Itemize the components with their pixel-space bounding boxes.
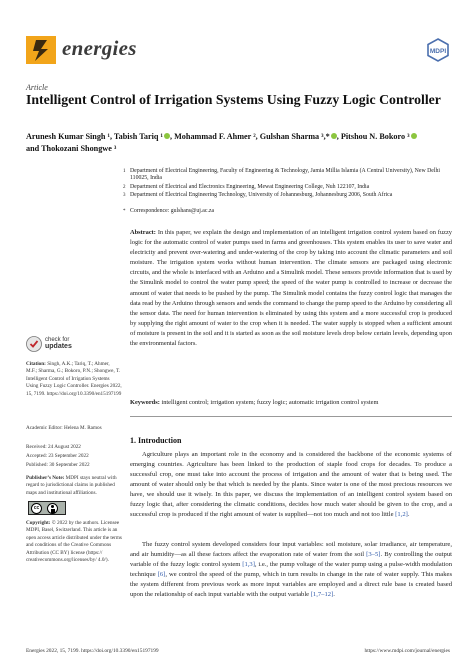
authors-line2: and Thokozani Shongwe ³: [26, 143, 117, 153]
journal-header: [26, 34, 450, 70]
copyright-block: Copyright: © 2022 by the authors. Licensee MDPI, Basel, Switzerland. This article is an open access article distributed under the terms and conditions of the Creative Commons Attribution (CC BY) license (https:// creativecommons.org/licenses/by/ 4.0/).: [26, 520, 122, 564]
check-updates-line2: updates: [45, 342, 72, 350]
keywords: [130, 398, 452, 407]
journal-name: energies: [62, 36, 137, 60]
copyright-text: © 2022 by the authors. Licensee MDPI, Basel, Switzerland. This article is an open access article distributed under the terms and conditions of the Creative Commons Attribution (CC BY) license (https:// creativecommons.org/licenses/by/ 4.0/).: [26, 520, 122, 564]
check-updates-icon: [26, 335, 42, 353]
cc-icon: cc: [31, 503, 42, 514]
affiliation-1: 1 Department of Electrical Engineering, Faculty of Engineering & Technology, Jamia Millia Islamia (A Central University), New Delhi 110025, India: [123, 168, 440, 182]
accepted-date: Accepted: 23 September 2022: [26, 453, 89, 459]
abstract: [130, 228, 452, 349]
abstract-label: Abstract:: [130, 229, 156, 236]
citation-text: Singh, A.K.; Tariq, T.; Ahmer, M.F.; Sharma, G.; Bokoro, P.N.; Shongwe, T. Intelligent Control of Irrigation Systems Using Fuzzy Logic Controller. Energies 2022, 15, 7199. https://doi.org/10.3390/en15197199: [26, 361, 122, 397]
paper-title: Intelligent Control of Irrigation Systems Using Fuzzy Logic Controller: [26, 92, 441, 107]
section-heading: 1. Introduction: [130, 436, 182, 445]
keywords-text: intelligent control; irrigation system; fuzzy logic; automatic irrigation control system: [161, 399, 379, 406]
affiliation-3: 3 Department of Electrical Engineering Technology, University of Johannesburg, Johannesburg 2006, South Africa: [123, 192, 393, 198]
intro-paragraph-2: The fuzzy control system developed considers four input variables: soil moisture, solar irradiance, air temperature, and air humidity—as all these factors affect the evaporation rate of water from the soil [3–5]. By controlling the output variable of the fuzzy logic control system [1,3], i.e., the pump voltage of the water pump using a pulse-width modulation technique [6], we control the speed of the pump, which in turn results in change in the rate of water supply. This makes the system different from previous work as more input variables are employed and a direct rule base is created based upon the relationship of each input variable with the output variable [1,7–12].: [130, 541, 453, 598]
citation-link[interactable]: [3–5]: [366, 550, 381, 558]
by-attribution-icon: [47, 503, 58, 514]
intro-paragraph-1: Agriculture plays an important role in the economy and is considered the backbone of the economic systems of emerging countries. Agriculture has been linked to the production of staple food crops for decades. To produce a successful crop, one must take into account the process of irrigation and the amount of water that is being used. The amount of water should only be that which is needed by the plants. Since water is one of the most precious resources we have, we should use it wisely. In this paper, we discuss the implementation of an intelligent control system based on fuzzy logic that, after considering the climatic conditions, decides how much water should be given to the crop, and a successful crop is produced if the right amount of water is supplied—not too much and not too little [1,2].: [130, 451, 452, 518]
authors-line1b: , Mohammad F. Ahmer ², Gulshan Sharma ³,*: [169, 132, 330, 141]
energies-logo-icon: [26, 36, 56, 64]
footer-citation: Energies 2022, 15, 7199. https://doi.org/10.3390/en15197199: [26, 648, 159, 654]
authors-line1c: , Pitshou N. Bokoro ³: [336, 132, 410, 141]
check-for-updates-button[interactable]: [26, 335, 126, 355]
published-date: Published: 30 September 2022: [26, 462, 90, 468]
orcid-icon[interactable]: [411, 133, 417, 139]
check-updates-line1: check for: [45, 337, 70, 343]
footer-journal-link[interactable]: https://www.mdpi.com/journal/energies: [364, 648, 450, 654]
citation-link[interactable]: [1,2]: [395, 510, 408, 518]
citation-block: Citation: Singh, A.K.; Tariq, T.; Ahmer, M.F.; Sharma, G.; Bokoro, P.N.; Shongwe, T. Intelligent Control of Irrigation Systems Using Fuzzy Logic Controller. Energies 2022, 15, 7199. https://doi.org/10.3390/en15197199: [26, 361, 122, 397]
academic-editor: Academic Editor: Helena M. Ramos: [26, 425, 102, 431]
affiliation-2: 2 Department of Electrical and Electronics Engineering, Mewat Engineering College, Nuh 122107, India: [123, 184, 370, 190]
article-type: Article: [26, 83, 48, 92]
mdpi-logo-text: MDPI: [429, 48, 447, 55]
cc-by-license-icon[interactable]: [28, 501, 66, 515]
mdpi-logo-icon: [426, 38, 450, 62]
authors-line1: Arunesh Kumar Singh ¹, Tabish Tariq ¹: [26, 132, 163, 141]
received-date: Received: 24 August 2022: [26, 444, 81, 450]
author-list: [26, 131, 456, 154]
correspondence: * Correspondence: gulshans@uj.ac.za: [123, 208, 215, 214]
abstract-text: In this paper, we explain the design and implementation of an intelligent irrigation control system based on fuzzy logic for the automatic control of water pumps used in farms and greenhouses. This system enables its user to save water and electricity and prevent over-watering and under-watering of the crop by taking into account the climatic parameters and soil moisture. The irrigation system works without human intervention. The climate sensors are packaged using electronic circuits, and the whole is interfaced with an Arduino and a Simulink model. These sensors provide information that is used by the Simulink model to control the water pump speed; the speed of the water pump is controlled to increase or decrease the amount of water that needs to be pushed by the pump. The Simulink model contains the fuzzy control logic that manages the data read by the Arduino through sensors and sends the command to change the pump speed to the Arduino by considering all the sensor data. The need for human intervention is eliminated by using this system and a more successful crop is produced by supplying the right amount of water to the crop when it is needed. The water supply is stopped when a sufficient amount of moisture is present in the soil and it is started as soon as the soil moisture levels drop below certain levels, depending upon the environmental factors.: [130, 229, 452, 348]
citation-link[interactable]: [6]: [157, 570, 166, 578]
citation-link[interactable]: [1,3]: [242, 560, 255, 568]
citation-link[interactable]: [1,7–12]: [310, 590, 334, 598]
keywords-label: Keywords:: [130, 399, 160, 406]
divider: [130, 416, 452, 417]
publisher-note: Publisher’s Note: MDPI stays neutral with regard to jurisdictional claims in published maps and institutional affiliations.: [26, 475, 117, 496]
